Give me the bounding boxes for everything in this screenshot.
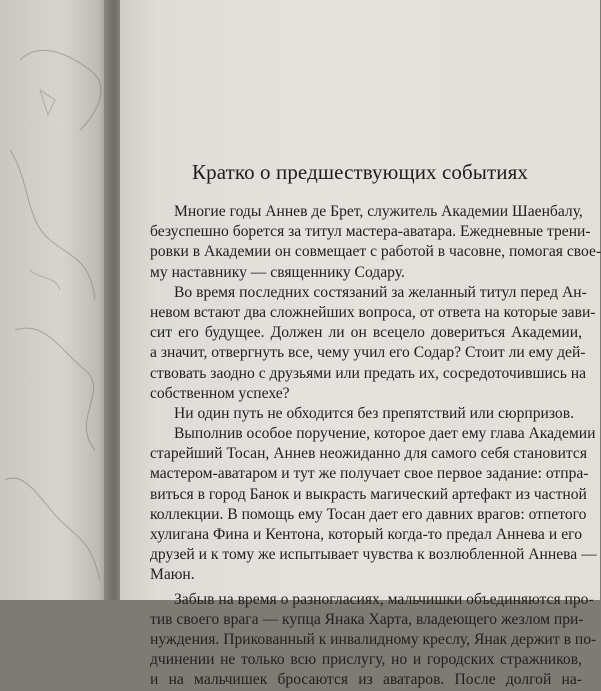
text-line: собственном успехе?: [150, 384, 290, 402]
text-line: тив своего врага — купца Янака Харта, владеющего жезлом при-: [150, 610, 584, 628]
text-line: невом встают два сложнейших вопроса, от ответа на которые зави-: [150, 303, 596, 321]
text-line: старейший Тосан, Аннев неожиданно для самого себя становится: [150, 445, 588, 463]
text-line: а значит, отвергнуть все, чему учил его Содар? Стоит ли ему дей-: [150, 344, 586, 362]
text-line: Во время последних состязаний за желанный титул перед Ан-: [174, 283, 587, 301]
text-line: Маюн.: [150, 566, 195, 584]
text-line: Многие годы Аннев де Брет, служитель Академии Шаенбалу,: [174, 203, 583, 220]
left-page: [0, 0, 112, 600]
text-line: мастером-аватаром и тут же получает свое первое задание: отпра-: [150, 465, 589, 483]
text-line: му наставнику — священнику Содару.: [150, 263, 405, 281]
chapter-title: Кратко о предшествующих событиях: [191, 160, 528, 184]
text-line: сит его будущее. Должен ли он всецело довериться Академии,: [150, 324, 582, 342]
text-line: ствовать заодно с друзьями или предать их, сосредоточившись на: [150, 364, 586, 382]
body-text: [150, 202, 601, 691]
text-line: ровки в Академии он совмещает с работой в часовне, помогая свое-: [150, 243, 601, 261]
text-line: Забыв на время о разногласиях, мальчишки объединяются про-: [174, 590, 594, 608]
text-line: коллекции. В помощь ему Тосан дает его давних врагов: отпетого: [150, 505, 587, 523]
text-line: безуспешно борется за титул мастера-аватара. Ежедневные трени-: [150, 223, 591, 241]
text-line: Выполнив особое поручение, которое дает ему глава Академии: [174, 425, 596, 443]
right-page: [120, 0, 601, 689]
text-line: друзей и к тому же испытывает чувства к возлюбленной Аннева —: [150, 546, 597, 564]
map-illustration: [0, 0, 112, 600]
text-line: и на мальчишек бросаются из аватаров. После долгой на-: [150, 671, 582, 689]
text-line: Ни один путь не обходится без препятствий или сюрпризов.: [174, 404, 574, 422]
text-line: нуждения. Прикованный к инвалидному креслу, Янак держит в по-: [150, 630, 597, 648]
text-line: виться в город Банок и выкрасть магический артефакт из частной: [150, 485, 587, 503]
text-line: дчинении не только всю прислугу, но и городских стражников,: [150, 651, 582, 669]
text-line: хулигана Фина и Кентона, который когда-то предал Аннева и его: [150, 526, 582, 543]
